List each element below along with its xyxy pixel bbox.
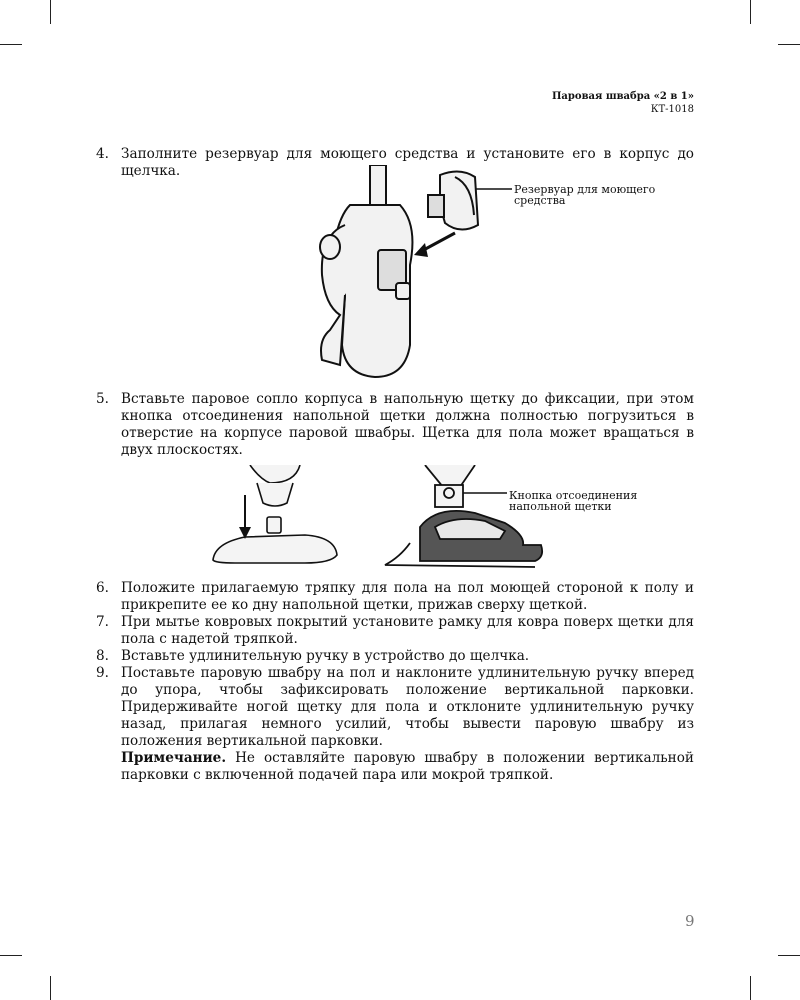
crop-mark: [50, 976, 51, 1000]
step-text: При мытье ковровых покрытий установите рамку для ковра поверх щетки для пола с надетой тряпкой.: [121, 614, 694, 647]
page-number: 9: [685, 912, 695, 930]
step-text: Вставьте удлинительную ручку в устройство до щелчка.: [121, 648, 530, 664]
header-title: Паровая швабра «2 в 1»: [551, 91, 694, 102]
running-header: [552, 90, 694, 116]
step-number: 7.: [96, 614, 109, 630]
step-number: 8.: [96, 648, 109, 664]
step-number: 6.: [96, 580, 109, 596]
step-item: [96, 391, 694, 459]
step-number: 9.: [96, 665, 109, 681]
floor-brush-illustration: [205, 465, 550, 575]
crop-mark: [778, 955, 800, 956]
step-number: 4.: [96, 146, 109, 162]
crop-mark: [750, 976, 751, 1000]
reservoir-callout: Резервуар для моющего средства: [514, 183, 656, 207]
step-item: [96, 580, 694, 614]
header-model: КТ-1018: [650, 104, 694, 115]
crop-mark: [50, 0, 51, 24]
step-number: 5.: [96, 391, 109, 407]
step-item: [96, 665, 694, 784]
crop-mark: [778, 44, 800, 45]
note-text: Не оставляйте паровую швабру в положении вертикальной парковки с включенной подачей пара или мокрой тряпкой.: [121, 750, 694, 783]
step-text: Положите прилагаемую тряпку для пола на пол моющей стороной к полу и прикрепите ее ко дну напольной щетки, прижав сверху щеткой.: [121, 580, 694, 613]
crop-mark: [750, 0, 751, 24]
note-paragraph: [121, 750, 694, 784]
crop-mark: [0, 44, 22, 45]
step-text: Заполните резервуар для моющего средства и установите его в корпус до щелчка.: [121, 146, 694, 179]
note-label: Примечание.: [121, 750, 227, 766]
step-text: Вставьте паровое сопло корпуса в напольную щетку до фиксации, при этом кнопка отсоединения напольной щетки должна полностью погрузиться в отверстие на корпусе паровой швабры. Щетка для пола может вращаться в двух плоскостях.: [121, 391, 694, 458]
crop-mark: [0, 955, 22, 956]
step-item: [96, 614, 694, 648]
step-text: Поставьте паровую швабру на пол и наклоните удлинительную ручку вперед до упора, чтобы зафиксировать положение вертикальной парковки. Придерживайте ногой щетку для пола и отклоните удлинительную ручку назад, прилагая немного усилий, чтобы вывести паровую швабру из положения вертикальной парковки.: [121, 665, 694, 749]
release-button-callout: Кнопка отсоединения напольной щетки: [509, 489, 638, 513]
step-item: [96, 648, 694, 665]
